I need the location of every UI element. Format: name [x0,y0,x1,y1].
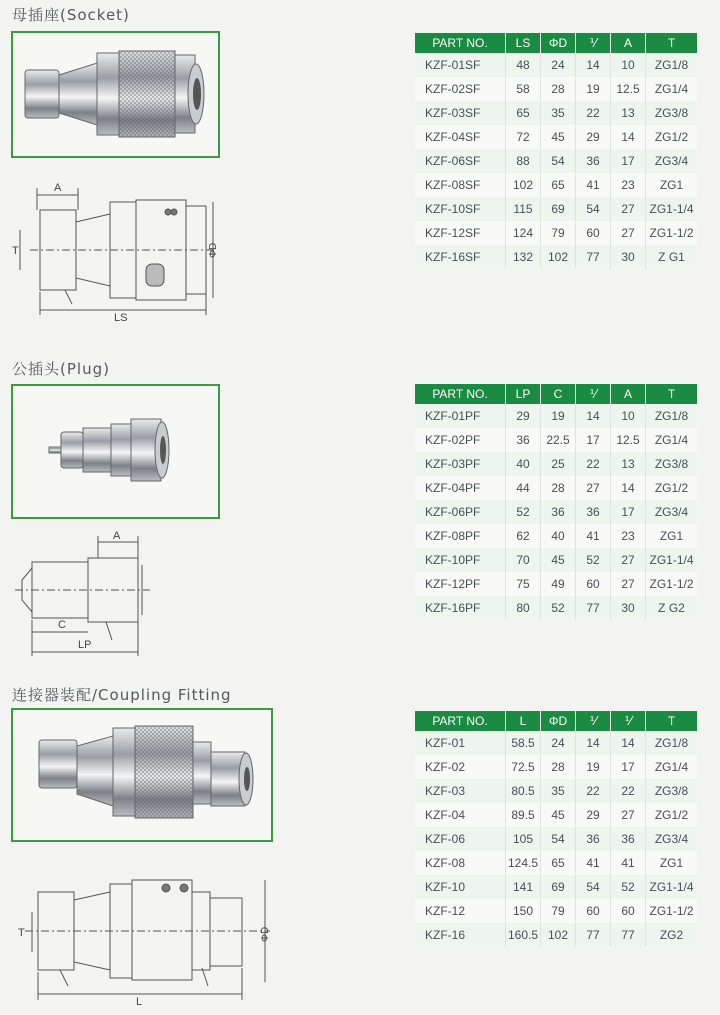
cell: 69 [541,875,576,899]
cell: 124.5 [506,851,541,875]
cell: KZF-01SF [415,53,506,77]
cell: ZG1/8 [646,53,698,77]
col-header: T [646,711,698,731]
col-header: ΦD [541,33,576,53]
cell: KZF-04 [415,803,506,827]
cell: 24 [541,53,576,77]
cell: ZG3/8 [646,452,698,476]
cell: 17 [576,428,611,452]
col-header: LP [506,384,541,404]
cell: 60 [576,572,611,596]
cell: 22.5 [541,428,576,452]
plug-photo-frame [11,384,220,519]
cell: KZF-16SF [415,245,506,269]
cell: 36 [506,428,541,452]
cell: 22 [611,779,646,803]
cell: 52 [576,548,611,572]
plug-drawing [10,530,225,660]
cell: ZG1-1/4 [646,548,698,572]
plug-section-title: 公插头(Plug) [12,360,110,378]
cell: Z G1 [646,245,698,269]
table-row [415,572,697,596]
table-row [415,803,697,827]
cell: 72.5 [506,755,541,779]
cell: 54 [576,875,611,899]
col-header: ΦD [541,711,576,731]
cell: 22 [576,452,611,476]
cell: 36 [576,827,611,851]
table-row [415,500,697,524]
cell: 77 [611,923,646,947]
cell: KZF-12SF [415,221,506,245]
coupling-spec-table [415,711,697,947]
cell: ZG3/4 [646,500,698,524]
cell: 45 [541,803,576,827]
cell: KZF-01PF [415,404,506,428]
table-row [415,404,697,428]
cell: 10 [611,404,646,428]
table-row [415,149,697,173]
table-row [415,755,697,779]
cell: 13 [611,101,646,125]
col-header: C [541,384,576,404]
socket-drawing-label-ls: LS [114,312,128,324]
cell: 58 [506,77,541,101]
cell: 29 [576,125,611,149]
table-row [415,125,697,149]
cell: 12.5 [611,77,646,101]
cell: 150 [506,899,541,923]
coupling-drawing-label-t: T [18,927,25,939]
table-row [415,851,697,875]
cell: ZG3/4 [646,827,698,851]
cell: 79 [541,899,576,923]
cell: 44 [506,476,541,500]
cell: 70 [506,548,541,572]
cell: KZF-06 [415,827,506,851]
cell: 65 [541,173,576,197]
table-row [415,197,697,221]
cell: 41 [576,524,611,548]
cell: 14 [576,404,611,428]
col-header: A [611,384,646,404]
cell: 52 [611,875,646,899]
col-header: LS [506,33,541,53]
cell: 36 [576,149,611,173]
cell: KZF-03 [415,779,506,803]
coupling-section-title: 连接器装配/Coupling Fitting [12,686,232,704]
table-row [415,524,697,548]
col-header: A [611,33,646,53]
cell: 41 [576,851,611,875]
cell: 19 [576,77,611,101]
cell: 36 [541,500,576,524]
col-header: T [646,33,698,53]
cell: 79 [541,221,576,245]
col-header: ⅟ [576,33,611,53]
table-row [415,428,697,452]
plug-spec-table [415,384,697,620]
col-header: ⅟ [576,711,611,731]
cell: 72 [506,125,541,149]
cell: 45 [541,125,576,149]
cell: 28 [541,77,576,101]
col-header: PART NO. [415,33,506,53]
cell: 28 [541,476,576,500]
plug-photo [13,386,218,517]
cell: 17 [611,500,646,524]
table-row [415,596,697,620]
cell: 14 [611,731,646,755]
cell: KZF-08PF [415,524,506,548]
cell: KZF-12PF [415,572,506,596]
cell: 23 [611,524,646,548]
cell: 14 [611,125,646,149]
table-row [415,899,697,923]
table-row [415,101,697,125]
cell: 41 [611,851,646,875]
cell: ZG3/8 [646,101,698,125]
cell: ZG1/2 [646,125,698,149]
cell: KZF-08SF [415,173,506,197]
coupling-drawing-label-d: ΦD [260,926,271,942]
col-header: T [646,384,698,404]
cell: 60 [576,221,611,245]
cell: ZG1-1/4 [646,197,698,221]
cell: 27 [611,221,646,245]
cell: ZG1-1/2 [646,572,698,596]
cell: 27 [611,803,646,827]
cell: ZG3/4 [646,149,698,173]
cell: 30 [611,245,646,269]
table-header-row [415,711,697,731]
table-row [415,53,697,77]
cell: 60 [576,899,611,923]
coupling-photo-frame [11,708,273,842]
cell: 58.5 [506,731,541,755]
cell: 65 [506,101,541,125]
cell: ZG1/2 [646,803,698,827]
cell: 52 [506,500,541,524]
cell: ZG1-1/4 [646,875,698,899]
cell: 13 [611,452,646,476]
cell: 23 [611,173,646,197]
cell: 65 [541,851,576,875]
table-row [415,779,697,803]
cell: ZG1/8 [646,731,698,755]
cell: 105 [506,827,541,851]
socket-photo-frame [11,31,220,158]
table-header-row [415,33,697,53]
cell: KZF-16 [415,923,506,947]
cell: 27 [611,197,646,221]
cell: KZF-10 [415,875,506,899]
table-row [415,221,697,245]
cell: KZF-03SF [415,101,506,125]
cell: 27 [576,476,611,500]
cell: 77 [576,596,611,620]
cell: KZF-12 [415,899,506,923]
cell: 14 [576,731,611,755]
socket-drawing [10,180,225,325]
plug-drawing-label-c: C [58,619,66,631]
coupling-drawing [10,862,280,1007]
cell: 40 [506,452,541,476]
cell: 54 [576,197,611,221]
table-row [415,548,697,572]
cell: 141 [506,875,541,899]
cell: 124 [506,221,541,245]
cell: KZF-02 [415,755,506,779]
cell: 80.5 [506,779,541,803]
cell: ZG1 [646,173,698,197]
cell: 25 [541,452,576,476]
coupling-photo [13,710,271,840]
cell: KZF-16PF [415,596,506,620]
plug-drawing-label-lp: LP [78,639,92,651]
cell: 77 [576,245,611,269]
cell: ZG1-1/2 [646,899,698,923]
cell: 69 [541,197,576,221]
col-header: ⅟ [576,384,611,404]
cell: 19 [576,755,611,779]
cell: 27 [611,548,646,572]
cell: 30 [611,596,646,620]
cell: KZF-10SF [415,197,506,221]
cell: 54 [541,149,576,173]
cell: ZG1/4 [646,755,698,779]
cell: 19 [541,404,576,428]
cell: 102 [541,923,576,947]
socket-spec-table [415,33,697,269]
coupling-drawing-label-l: L [136,996,143,1007]
cell: 28 [541,755,576,779]
table-row [415,923,697,947]
cell: 10 [611,53,646,77]
cell: KZF-06PF [415,500,506,524]
cell: 29 [506,404,541,428]
plug-drawing-label-a: A [113,530,121,542]
cell: 12.5 [611,428,646,452]
cell: 102 [541,245,576,269]
socket-drawing-label-a: A [54,182,62,194]
cell: 54 [541,827,576,851]
cell: KZF-01 [415,731,506,755]
table-header-row [415,384,697,404]
cell: ZG1 [646,851,698,875]
cell: 132 [506,245,541,269]
table-row [415,245,697,269]
table-row [415,77,697,101]
col-header: PART NO. [415,711,506,731]
cell: ZG1/4 [646,77,698,101]
cell: 77 [576,923,611,947]
cell: KZF-03PF [415,452,506,476]
table-row [415,452,697,476]
cell: 14 [576,53,611,77]
cell: KZF-04PF [415,476,506,500]
cell: ZG1-1/2 [646,221,698,245]
socket-photo [13,33,218,156]
cell: 41 [576,173,611,197]
cell: 35 [541,101,576,125]
cell: ZG2 [646,923,698,947]
cell: KZF-08 [415,851,506,875]
cell: 49 [541,572,576,596]
socket-section-title: 母插座(Socket) [12,6,130,24]
cell: ZG1/8 [646,404,698,428]
cell: 29 [576,803,611,827]
cell: 14 [611,476,646,500]
cell: ZG1 [646,524,698,548]
socket-drawing-label-d: ΦD [208,242,219,258]
table-row [415,173,697,197]
col-header: PART NO. [415,384,506,404]
cell: 115 [506,197,541,221]
cell: 160.5 [506,923,541,947]
cell: 62 [506,524,541,548]
cell: 36 [576,500,611,524]
cell: 52 [541,596,576,620]
cell: KZF-04SF [415,125,506,149]
cell: 102 [506,173,541,197]
socket-drawing-label-t: T [12,245,19,257]
cell: ZG3/8 [646,779,698,803]
cell: KZF-10PF [415,548,506,572]
cell: 48 [506,53,541,77]
cell: KZF-02SF [415,77,506,101]
cell: 24 [541,731,576,755]
cell: ZG1/2 [646,476,698,500]
cell: 80 [506,596,541,620]
col-header: ⅟ [611,711,646,731]
cell: 35 [541,779,576,803]
cell: 17 [611,149,646,173]
cell: 17 [611,755,646,779]
cell: 88 [506,149,541,173]
cell: 75 [506,572,541,596]
cell: 40 [541,524,576,548]
cell: 36 [611,827,646,851]
table-row [415,731,697,755]
table-row [415,827,697,851]
cell: 60 [611,899,646,923]
cell: 22 [576,101,611,125]
cell: 27 [611,572,646,596]
cell: 22 [576,779,611,803]
cell: KZF-06SF [415,149,506,173]
cell: 89.5 [506,803,541,827]
table-row [415,875,697,899]
col-header: L [506,711,541,731]
table-row [415,476,697,500]
cell: ZG1/4 [646,428,698,452]
cell: Z G2 [646,596,698,620]
cell: KZF-02PF [415,428,506,452]
cell: 45 [541,548,576,572]
